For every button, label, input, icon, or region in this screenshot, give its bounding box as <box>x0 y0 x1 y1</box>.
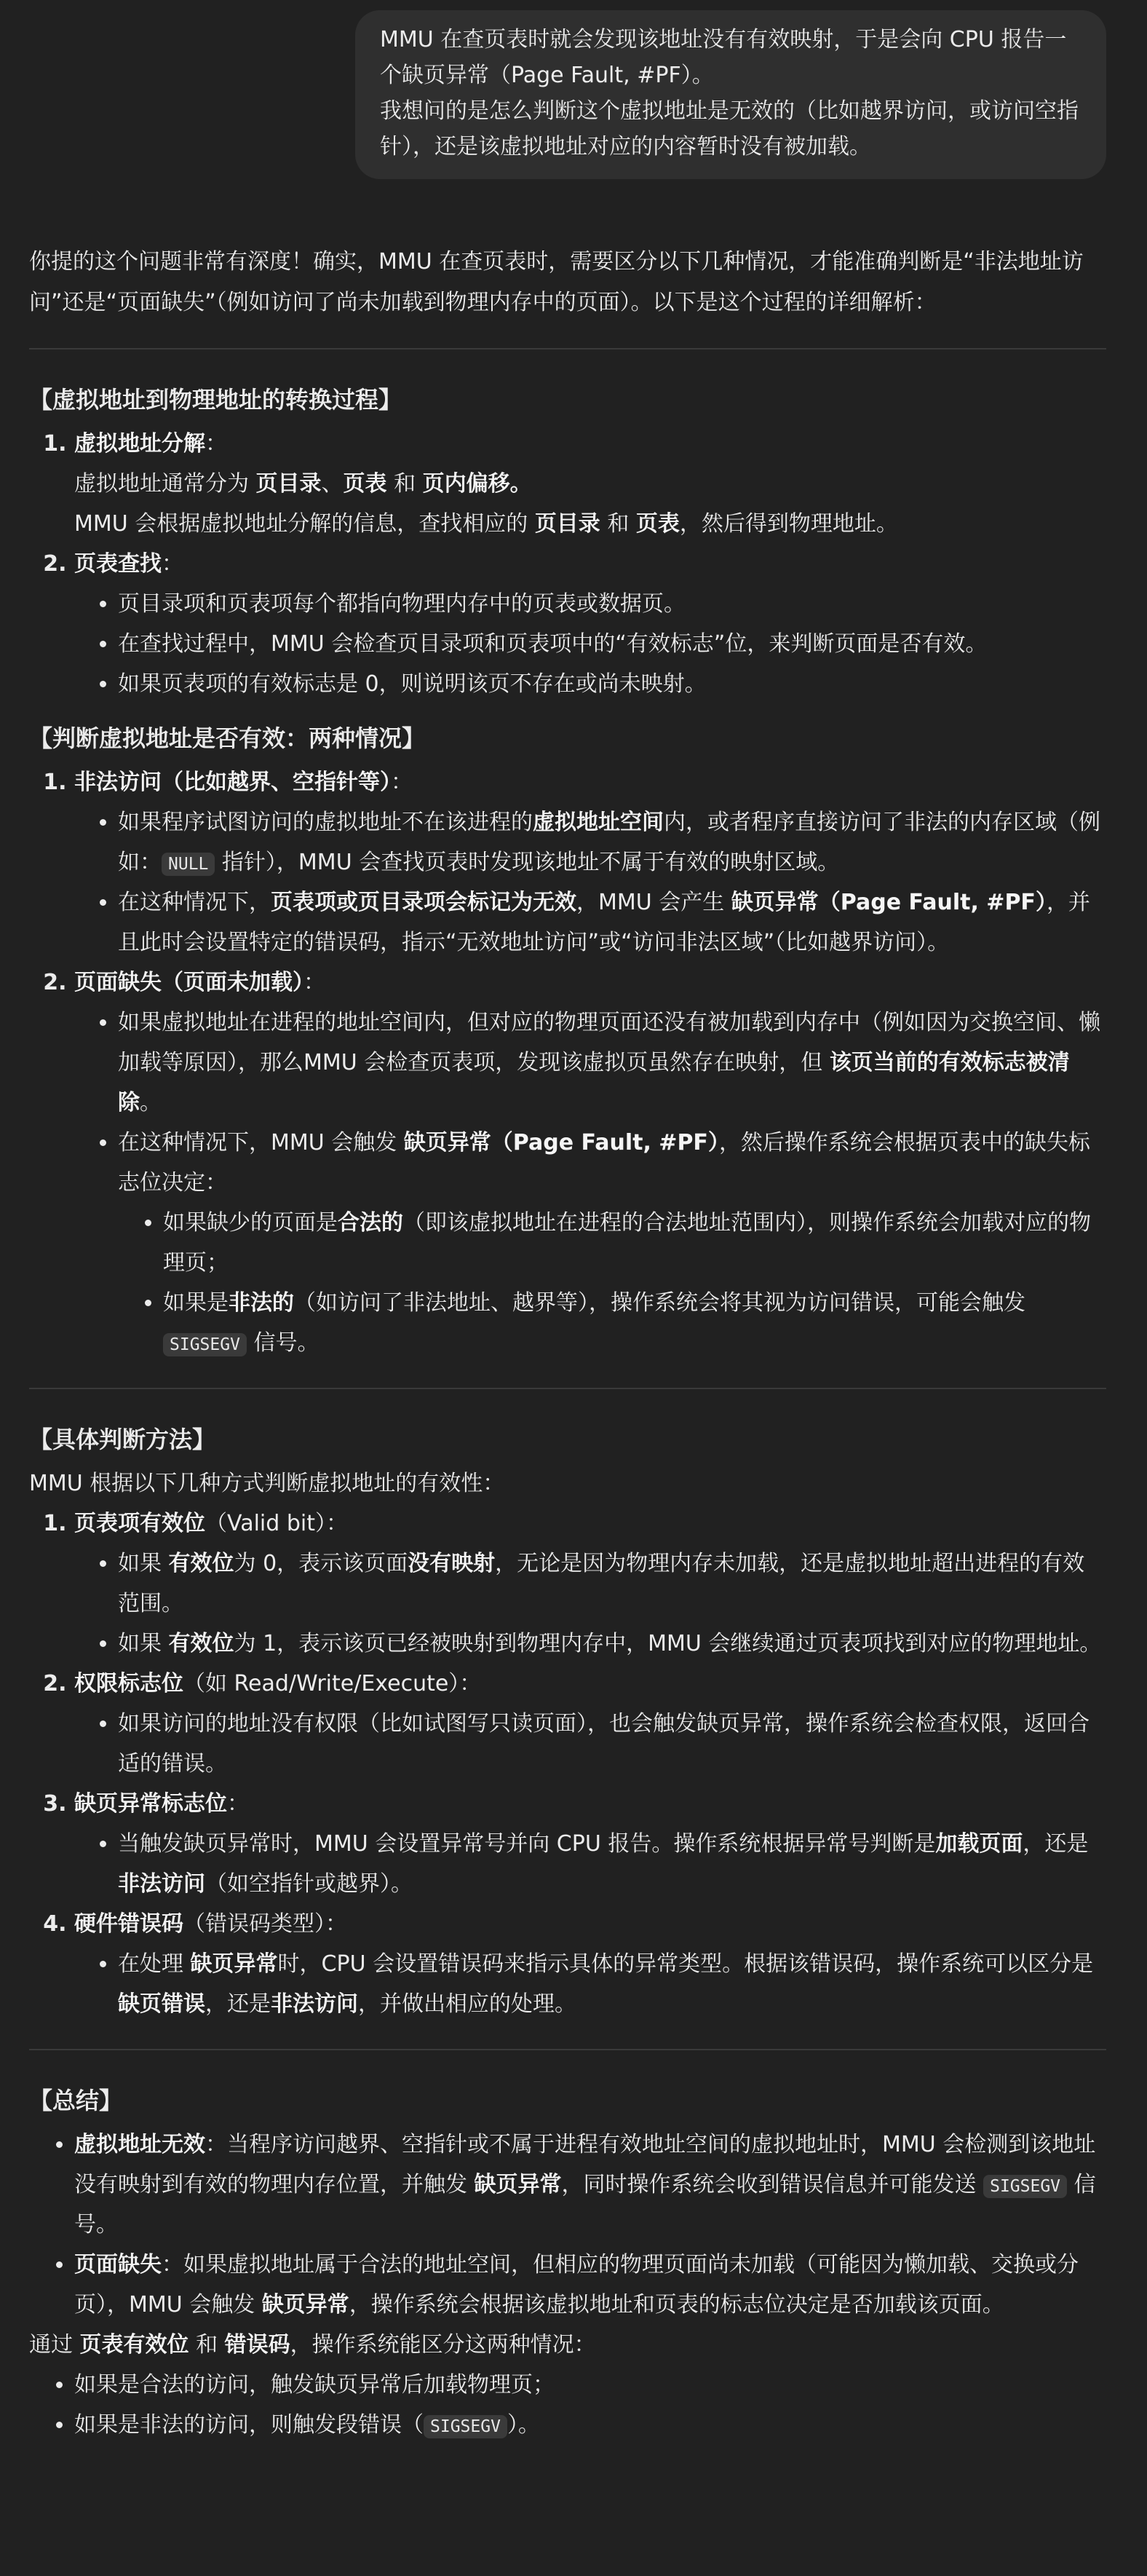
numbered-list <box>29 762 1106 1363</box>
inline-code: SIGSEGV <box>424 2415 507 2438</box>
bullet-item <box>118 802 1106 882</box>
list-item <box>74 1784 1106 1904</box>
bullet-list <box>74 802 1106 963</box>
bold-text: 页目录 <box>255 471 322 497</box>
bullet-item: • 如果页表项的有效标志是 0，则说明该页不存在或尚未映射。 <box>118 664 1106 704</box>
bullet-item <box>118 882 1106 963</box>
text: ，MMU 会产生 <box>576 890 731 915</box>
text: 如果 <box>118 1631 169 1656</box>
bold-text: 虚拟地址无效 <box>74 2132 205 2157</box>
section-title: 【虚拟地址到物理地址的转换过程】 <box>29 386 402 414</box>
item-heading: 硬件错误码 <box>74 1911 183 1937</box>
text: ，操作系统能区分这两种情况： <box>290 2332 596 2358</box>
text: ，并且此时会设置特定的错误码，指示“无效地址访问”或“访问非法区域”（比如越界访问）。 <box>118 890 1090 955</box>
item-heading: 缺页异常标志位 <box>74 1791 227 1817</box>
bold-text: 页面缺失 <box>74 2252 162 2277</box>
text: ： <box>227 1791 249 1817</box>
bullet-item: • 如果是合法的访问，触发缺页异常后加载物理页； <box>74 2365 1106 2405</box>
summary-lead <box>29 2325 1106 2365</box>
list-item <box>74 544 1106 704</box>
sub-bullet-item <box>163 1203 1106 1283</box>
numbered-list <box>29 424 1106 704</box>
bold-text: 虚拟地址空间 <box>533 810 664 835</box>
bullet-list <box>74 1003 1106 1363</box>
text: ：如果虚拟地址属于合法的地址空间，但相应的物理页面尚未加载（可能因为懒加载、交换或分页），MMU 会触发 <box>74 2252 1079 2318</box>
bold-text: 合法的 <box>338 1210 403 1236</box>
divider <box>29 1388 1106 1389</box>
item-heading: 页表项有效位 <box>74 1511 205 1536</box>
text: 如果 <box>118 1551 169 1576</box>
text: ）。 <box>507 2412 540 2438</box>
bullet-item <box>118 1624 1106 1664</box>
bold-text: 非法的 <box>229 1290 294 1316</box>
user-message-bubble <box>355 10 1106 179</box>
bullet-list <box>74 1944 1106 2024</box>
text: ： <box>205 431 227 457</box>
bullet-item <box>118 1123 1106 1363</box>
bullet-list <box>29 2365 1106 2445</box>
bullet-item <box>118 1944 1106 2024</box>
text: ，还是 <box>1023 1831 1089 1857</box>
text: ： <box>303 970 325 995</box>
text: ，还是 <box>205 1991 271 2017</box>
bold-text: 有效位 <box>168 1631 234 1656</box>
item-heading: 页面缺失（页面未加载） <box>74 970 303 995</box>
bold-text: 缺页错误 <box>118 1991 205 2017</box>
bullet-item <box>74 2125 1106 2245</box>
user-message-line: MMU 在查页表时就会发现该地址没有有效映射，于是会向 CPU 报告一个缺页异常（Page Fault, #PF）。 <box>380 27 1067 88</box>
list-item <box>74 963 1106 1363</box>
text: 信号。 <box>246 1330 320 1356</box>
text: 虚拟地址通常分为 <box>74 471 256 497</box>
item-line <box>74 464 1106 504</box>
sub-bullet-item <box>163 1283 1106 1363</box>
bold-text: 缺页异常（Page Fault, #PF） <box>731 890 1047 915</box>
text: ： <box>391 770 413 795</box>
inline-code: SIGSEGV <box>163 1333 247 1356</box>
bullet-list <box>74 1544 1106 1664</box>
text: 通过 <box>29 2332 80 2358</box>
bullet-list <box>74 1704 1106 1784</box>
bold-text: 页表项或页目录项会标记为无效 <box>271 890 576 915</box>
bold-text: 页表 <box>343 471 387 497</box>
bullet-item: • 如果访问的地址没有权限（比如试图写只读页面），也会触发缺页异常，操作系统会检查权限，返回合适的错误。 <box>118 1704 1106 1784</box>
text: 如果是非法的访问，则触发段错误（ <box>74 2412 424 2438</box>
item-line <box>74 504 1106 544</box>
text: （如 Read/Write/Execute）： <box>183 1671 482 1696</box>
bold-text: 页目录 <box>534 511 600 537</box>
text: 为 0，表示该页面 <box>234 1551 408 1576</box>
text: ，操作系统会根据该虚拟地址和页表的标志位决定是否加载该页面。 <box>349 2292 1004 2318</box>
text: ： <box>162 551 183 577</box>
bullet-item <box>118 1824 1106 1904</box>
bullet-list <box>74 584 1106 704</box>
bullet-item <box>118 1544 1106 1624</box>
text: 。 <box>140 1090 162 1115</box>
bullet-item <box>74 2405 1106 2445</box>
user-message-row <box>29 0 1106 179</box>
section-title: 【总结】 <box>29 2087 123 2114</box>
list-item <box>74 1904 1106 2024</box>
divider <box>29 348 1106 349</box>
text: 如果缺少的页面是 <box>163 1210 338 1236</box>
bold-text: 没有映射 <box>408 1551 496 1576</box>
text: （如空指针或越界）。 <box>205 1871 413 1897</box>
text: 如果是 <box>163 1290 229 1316</box>
text: ，同时操作系统会收到错误信息并可能发送 <box>561 2172 984 2197</box>
user-message-line: 我想问的是怎么判断这个虚拟地址是无效的（比如越界访问，或访问空指针），还是该虚拟地址对应的内容暂时没有被加载。 <box>380 98 1079 159</box>
bullet-list <box>74 1824 1106 1904</box>
bullet-list <box>29 2125 1106 2325</box>
text: 当触发缺页异常时，MMU 会设置异常号并向 CPU 报告。操作系统根据异常号判断是 <box>118 1831 936 1857</box>
text: （如访问了非法地址、越界等），操作系统会将其视为访问错误，可能会触发 <box>294 1290 1025 1316</box>
bold-text: 。 <box>509 471 532 497</box>
text: ，无论是因为物理内存未加载，还是虚拟地址超出进程的有效范围。 <box>118 1551 1085 1616</box>
bold-text: 页表 <box>635 511 680 537</box>
bold-text: 页表有效位 <box>79 2332 189 2358</box>
text: 和 <box>386 471 423 497</box>
bold-text: 缺页异常（Page Fault, #PF） <box>403 1130 719 1155</box>
text: 、 <box>321 471 344 497</box>
text: MMU 会根据虚拟地址分解的信息，查找相应的 <box>74 511 535 537</box>
text: ，并做出相应的处理。 <box>358 1991 576 2017</box>
item-heading: 虚拟地址分解 <box>74 431 205 457</box>
intro-paragraph: 你提的这个问题非常有深度！确实，MMU 在查页表时，需要区分以下几种情况，才能准确判断是“非法地址访问”还是“页面缺失”（例如访问了尚未加载到物理内存中的页面）。以下是这个过程的详细解析： <box>29 249 1084 315</box>
assistant-message <box>29 242 1106 2445</box>
bold-text: 非法访问 <box>271 1991 358 2017</box>
inline-code: NULL <box>162 853 215 876</box>
text: ，然后操作系统会根据页表中的缺失标志位决定： <box>118 1130 1090 1196</box>
text: （Valid bit）： <box>205 1511 348 1536</box>
bold-text: 该页当前的有效标志被清除 <box>118 1050 1070 1115</box>
text: 指针），MMU 会查找页表时发现该地址不属于有效的映射区域。 <box>215 850 840 875</box>
text: 和 <box>600 511 636 537</box>
bullet-item: • 页目录项和页表项每个都指向物理内存中的页表或数据页。 <box>118 584 1106 624</box>
text: 在处理 <box>118 1951 191 1977</box>
list-item <box>74 424 1106 544</box>
text: 信号。 <box>74 2172 1096 2237</box>
bold-text: 有效位 <box>168 1551 234 1576</box>
bold-text: 缺页异常 <box>474 2172 562 2197</box>
text: 内，或者程序直接访问了非法的内存区域（例如： <box>118 810 1100 875</box>
bullet-item <box>74 2245 1106 2325</box>
text: （错误码类型）： <box>183 1911 347 1937</box>
numbered-list <box>29 1504 1106 2024</box>
bold-text: 缺页异常 <box>261 2292 349 2318</box>
bullet-item <box>118 1003 1106 1123</box>
item-heading: 页表查找 <box>74 551 162 577</box>
bold-text: 加载页面 <box>935 1831 1023 1857</box>
text: （即该虚拟地址在进程的合法地址范围内），则操作系统会加载对应的物理页； <box>163 1210 1091 1276</box>
bullet-item: • 在查找过程中，MMU 会检查页目录项和页表项中的“有效标志”位，来判断页面是否有效。 <box>118 624 1106 664</box>
bold-text: 非法访问 <box>118 1871 205 1897</box>
text: 时，CPU 会设置错误码来指示具体的异常类型。根据该错误码，操作系统可以区分是 <box>277 1951 1094 1977</box>
text: ：当程序访问越界、空指针或不属于进程有效地址空间的虚拟地址时，MMU 会检测到该地址没有映射到有效的物理内存位置，并触发 <box>74 2132 1096 2197</box>
text: 如果虚拟地址在进程的地址空间内，但对应的物理页面还没有被加载到内存中（例如因为交换空间、懒加载等原因），那么MMU 会检查页表项，发现该虚拟页虽然存在映射，但 <box>118 1010 1100 1075</box>
sub-bullet-list <box>118 1203 1106 1363</box>
text: 为 1，表示该页已经被映射到物理内存中，MMU 会继续通过页表项找到对应的物理地址。 <box>234 1631 1102 1656</box>
inline-code: SIGSEGV <box>983 2175 1067 2198</box>
text: 在这种情况下， <box>118 890 271 915</box>
text: 在这种情况下，MMU 会触发 <box>118 1130 404 1155</box>
bold-text: 页内偏移 <box>422 471 510 497</box>
list-item <box>74 762 1106 963</box>
bold-text: 错误码 <box>224 2332 290 2358</box>
bold-text: 缺页异常 <box>190 1951 278 1977</box>
text: 如果程序试图访问的虚拟地址不在该进程的 <box>118 810 533 835</box>
item-heading: 非法访问（比如越界、空指针等） <box>74 770 391 795</box>
list-item <box>74 1664 1106 1784</box>
section-lead: MMU 根据以下几种方式判断虚拟地址的有效性： <box>29 1471 505 1496</box>
divider <box>29 2049 1106 2050</box>
item-heading: 权限标志位 <box>74 1671 183 1696</box>
section-title: 【判断虚拟地址是否有效：两种情况】 <box>29 724 426 752</box>
text: 和 <box>188 2332 225 2358</box>
list-item <box>74 1504 1106 1664</box>
text: ，然后得到物理地址。 <box>679 511 898 537</box>
section-title: 【具体判断方法】 <box>29 1426 216 1453</box>
